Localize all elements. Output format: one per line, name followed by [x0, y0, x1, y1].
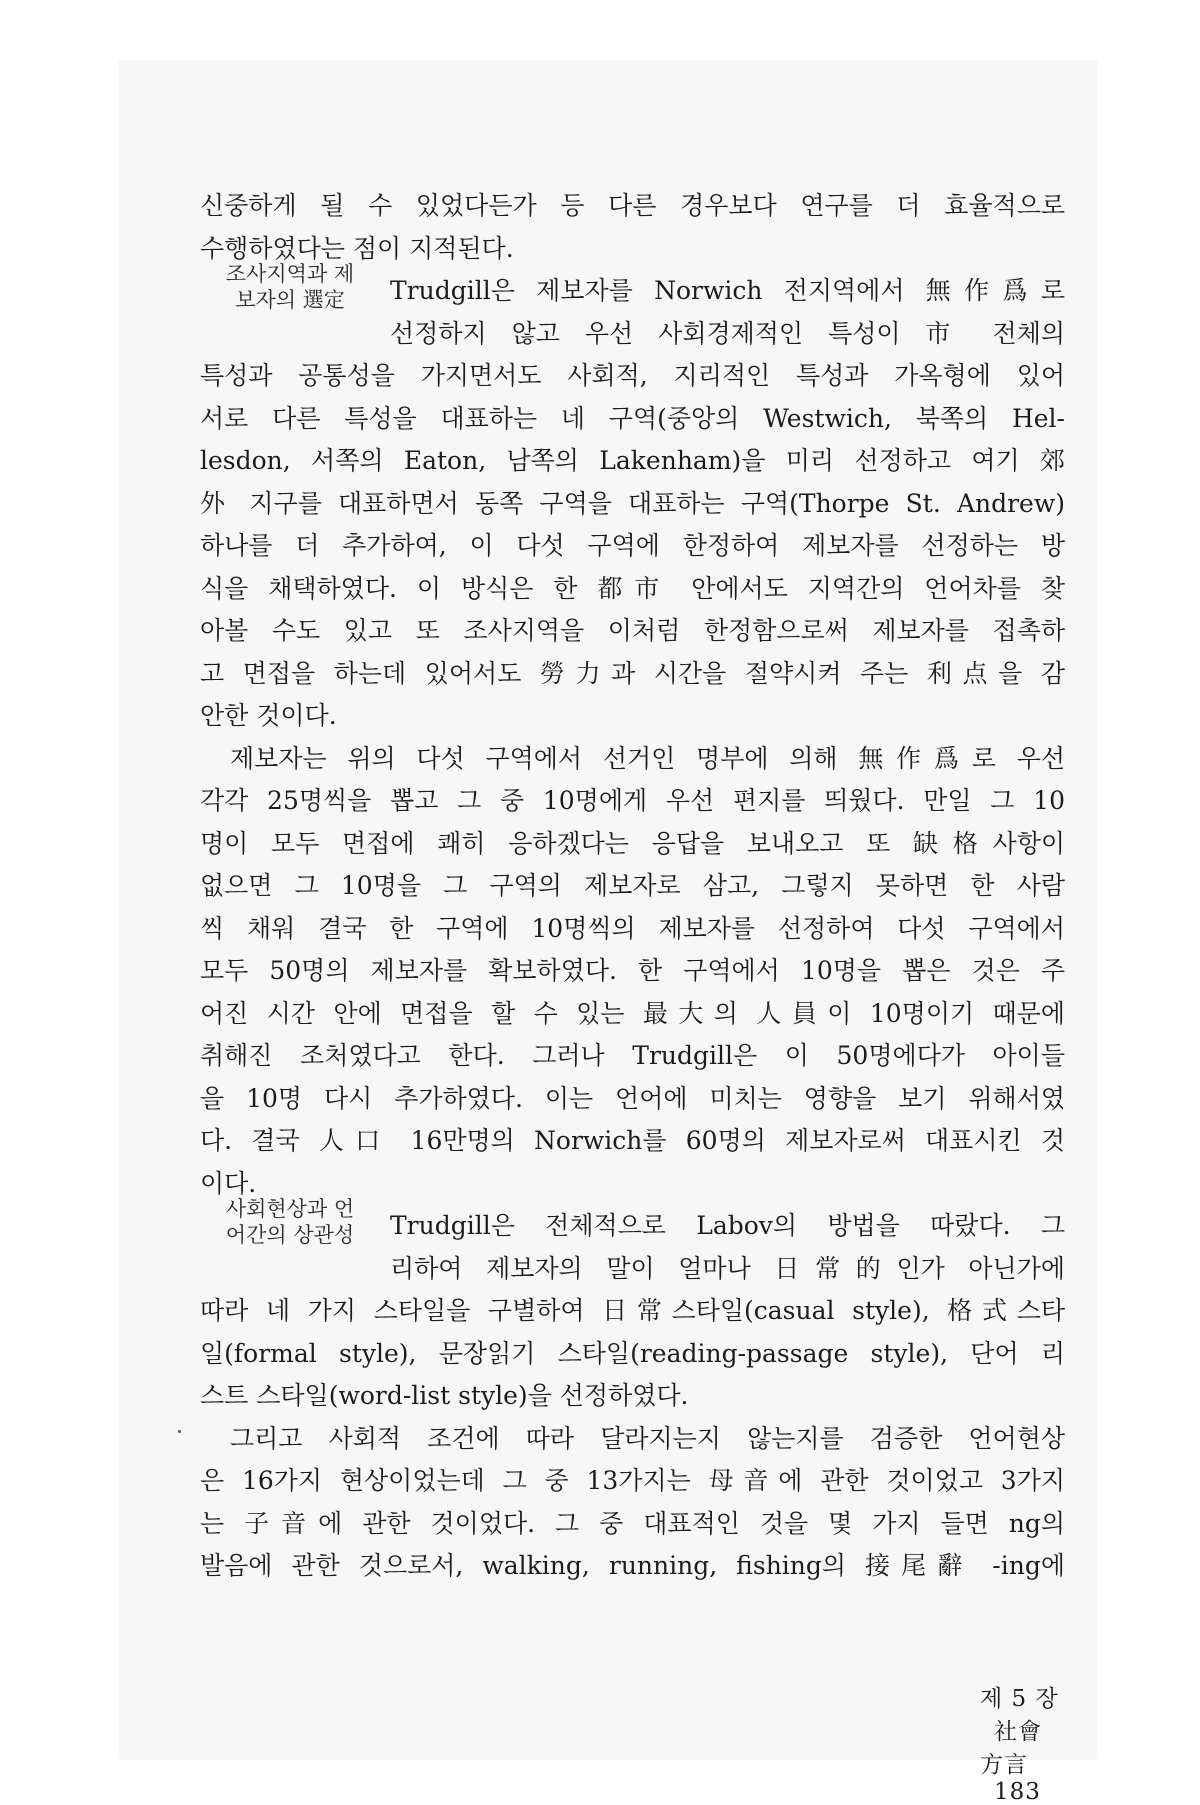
margin-heading-line: 사회현상과 언 — [225, 1197, 355, 1221]
text-line: 제보자는 위의 다섯 구역에서 선거인 명부에 의해 無作爲로 우선 — [230, 743, 1065, 773]
text-line: 식을 채택하였다. 이 방식은 한 都市 안에서도 지역간의 언어차를 찾 — [200, 573, 1065, 603]
text-line: 모두 50명의 제보자를 확보하였다. 한 구역에서 10명을 뽑은 것은 주 — [200, 956, 1065, 985]
margin-heading-line: 조사지역과 제 — [225, 262, 355, 286]
text-line: Trudgill은 전체적으로 Labov의 방법을 따랐다. 그 — [390, 1211, 1065, 1240]
margin-heading-social-correlation — [200, 1196, 380, 1248]
page-number: 183 — [994, 1779, 1041, 1805]
text-line: 씩 채워 결국 한 구역에 10명씩의 제보자를 선정하여 다섯 구역에서 — [200, 913, 1065, 943]
text-line: 아볼 수도 있고 또 조사지역을 이처럼 한정함으로써 제보자를 접촉하 — [200, 616, 1065, 645]
text-line: 명이 모두 면접에 쾌히 응하겠다는 응답을 보내오고 또 缺格사항이 — [200, 828, 1065, 858]
chapter-title: 社會方言 — [980, 1719, 1042, 1778]
margin-mark — [178, 1430, 181, 1433]
text-line: 는 子音에 관한 것이었다. 그 중 대표적인 것을 몇 가지 들면 ng의 — [200, 1508, 1065, 1538]
chapter-label: 제 5 장 — [980, 1686, 1059, 1712]
text-line: 다. 결국 人口 16만명의 Norwich를 60명의 제보자로써 대표시킨 것 — [200, 1126, 1065, 1155]
text-line: 고 면접을 하는데 있어서도 勞力과 시간을 절약시켜 주는 利点을 감 — [200, 658, 1065, 688]
text-line: 스트 스타일(word-list style)을 선정하였다. — [200, 1381, 689, 1410]
text-line: lesdon, 서쪽의 Eaton, 남쪽의 Lakenham)을 미리 선정하고 여기 郊 — [200, 446, 1065, 475]
text-line: 신중하게 될 수 있었다든가 등 다른 경우보다 연구를 더 효율적으로 — [200, 191, 1065, 220]
text-line: 취해진 조처였다고 한다. 그러나 Trudgill은 이 50명에다가 아이들 — [200, 1041, 1065, 1070]
text-line: 그리고 사회적 조건에 따라 달라지는지 않는지를 검증한 언어현상 — [230, 1423, 1065, 1453]
page-footer — [980, 1680, 1065, 1805]
text-line: 선정하지 않고 우선 사회경제적인 특성이 市 전체의 — [390, 318, 1065, 348]
text-line: 이다. — [200, 1168, 257, 1198]
text-line: 리하여 제보자의 말이 얼마나 日常的인가 아닌가에 — [390, 1253, 1065, 1283]
margin-heading-line: 보자의 選定 — [235, 288, 345, 312]
text-line: 특성과 공통성을 가지면서도 사회적, 지리적인 특성과 가옥형에 있어 — [200, 361, 1065, 390]
text-line: 따라 네 가지 스타일을 구별하여 日常스타일(casual style), 格式스타 — [200, 1296, 1065, 1325]
text-line: 발음에 관한 것으로서, walking, running, fishing의 接尾辭 -ing에 — [200, 1551, 1065, 1580]
body-text — [200, 185, 1065, 1805]
text-line: 없으면 그 10명을 그 구역의 제보자로 삼고, 그렇지 못하면 한 사람 — [200, 871, 1065, 900]
text-line: 서로 다른 특성을 대표하는 네 구역(중앙의 Westwich, 북쪽의 Hel- — [200, 403, 1065, 433]
text-line: 안한 것이다. — [200, 701, 337, 730]
text-line: 수행하였다는 점이 지적된다. — [200, 233, 514, 263]
text-line: 을 10명 다시 추가하였다. 이는 언어에 미치는 영향을 보기 위해서였 — [200, 1083, 1065, 1113]
margin-heading-line: 어간의 상관성 — [225, 1223, 355, 1247]
text-line: 일(formal style), 문장읽기 스타일(reading-passage style), 단어 리 — [200, 1338, 1065, 1368]
text-line: 각각 25명씩을 뽑고 그 중 10명에게 우선 편지를 띄웠다. 만일 그 10 — [200, 786, 1065, 815]
text-line: Trudgill은 제보자를 Norwich 전지역에서 無作爲로 — [390, 276, 1065, 305]
text-line: 은 16가지 현상이었는데 그 중 13가지는 母音에 관한 것이었고 3가지 — [200, 1466, 1065, 1495]
margin-heading-informant-selection — [200, 261, 380, 313]
text-line: 어진 시간 안에 면접을 할 수 있는 最大의 人員이 10명이기 때문에 — [200, 998, 1065, 1028]
text-line: 하나를 더 추가하여, 이 다섯 구역에 한정하여 제보자를 선정하는 방 — [200, 531, 1065, 560]
text-line: 外 지구를 대표하면서 동쪽 구역을 대표하는 구역(Thorpe St. Andrew) — [200, 488, 1065, 518]
